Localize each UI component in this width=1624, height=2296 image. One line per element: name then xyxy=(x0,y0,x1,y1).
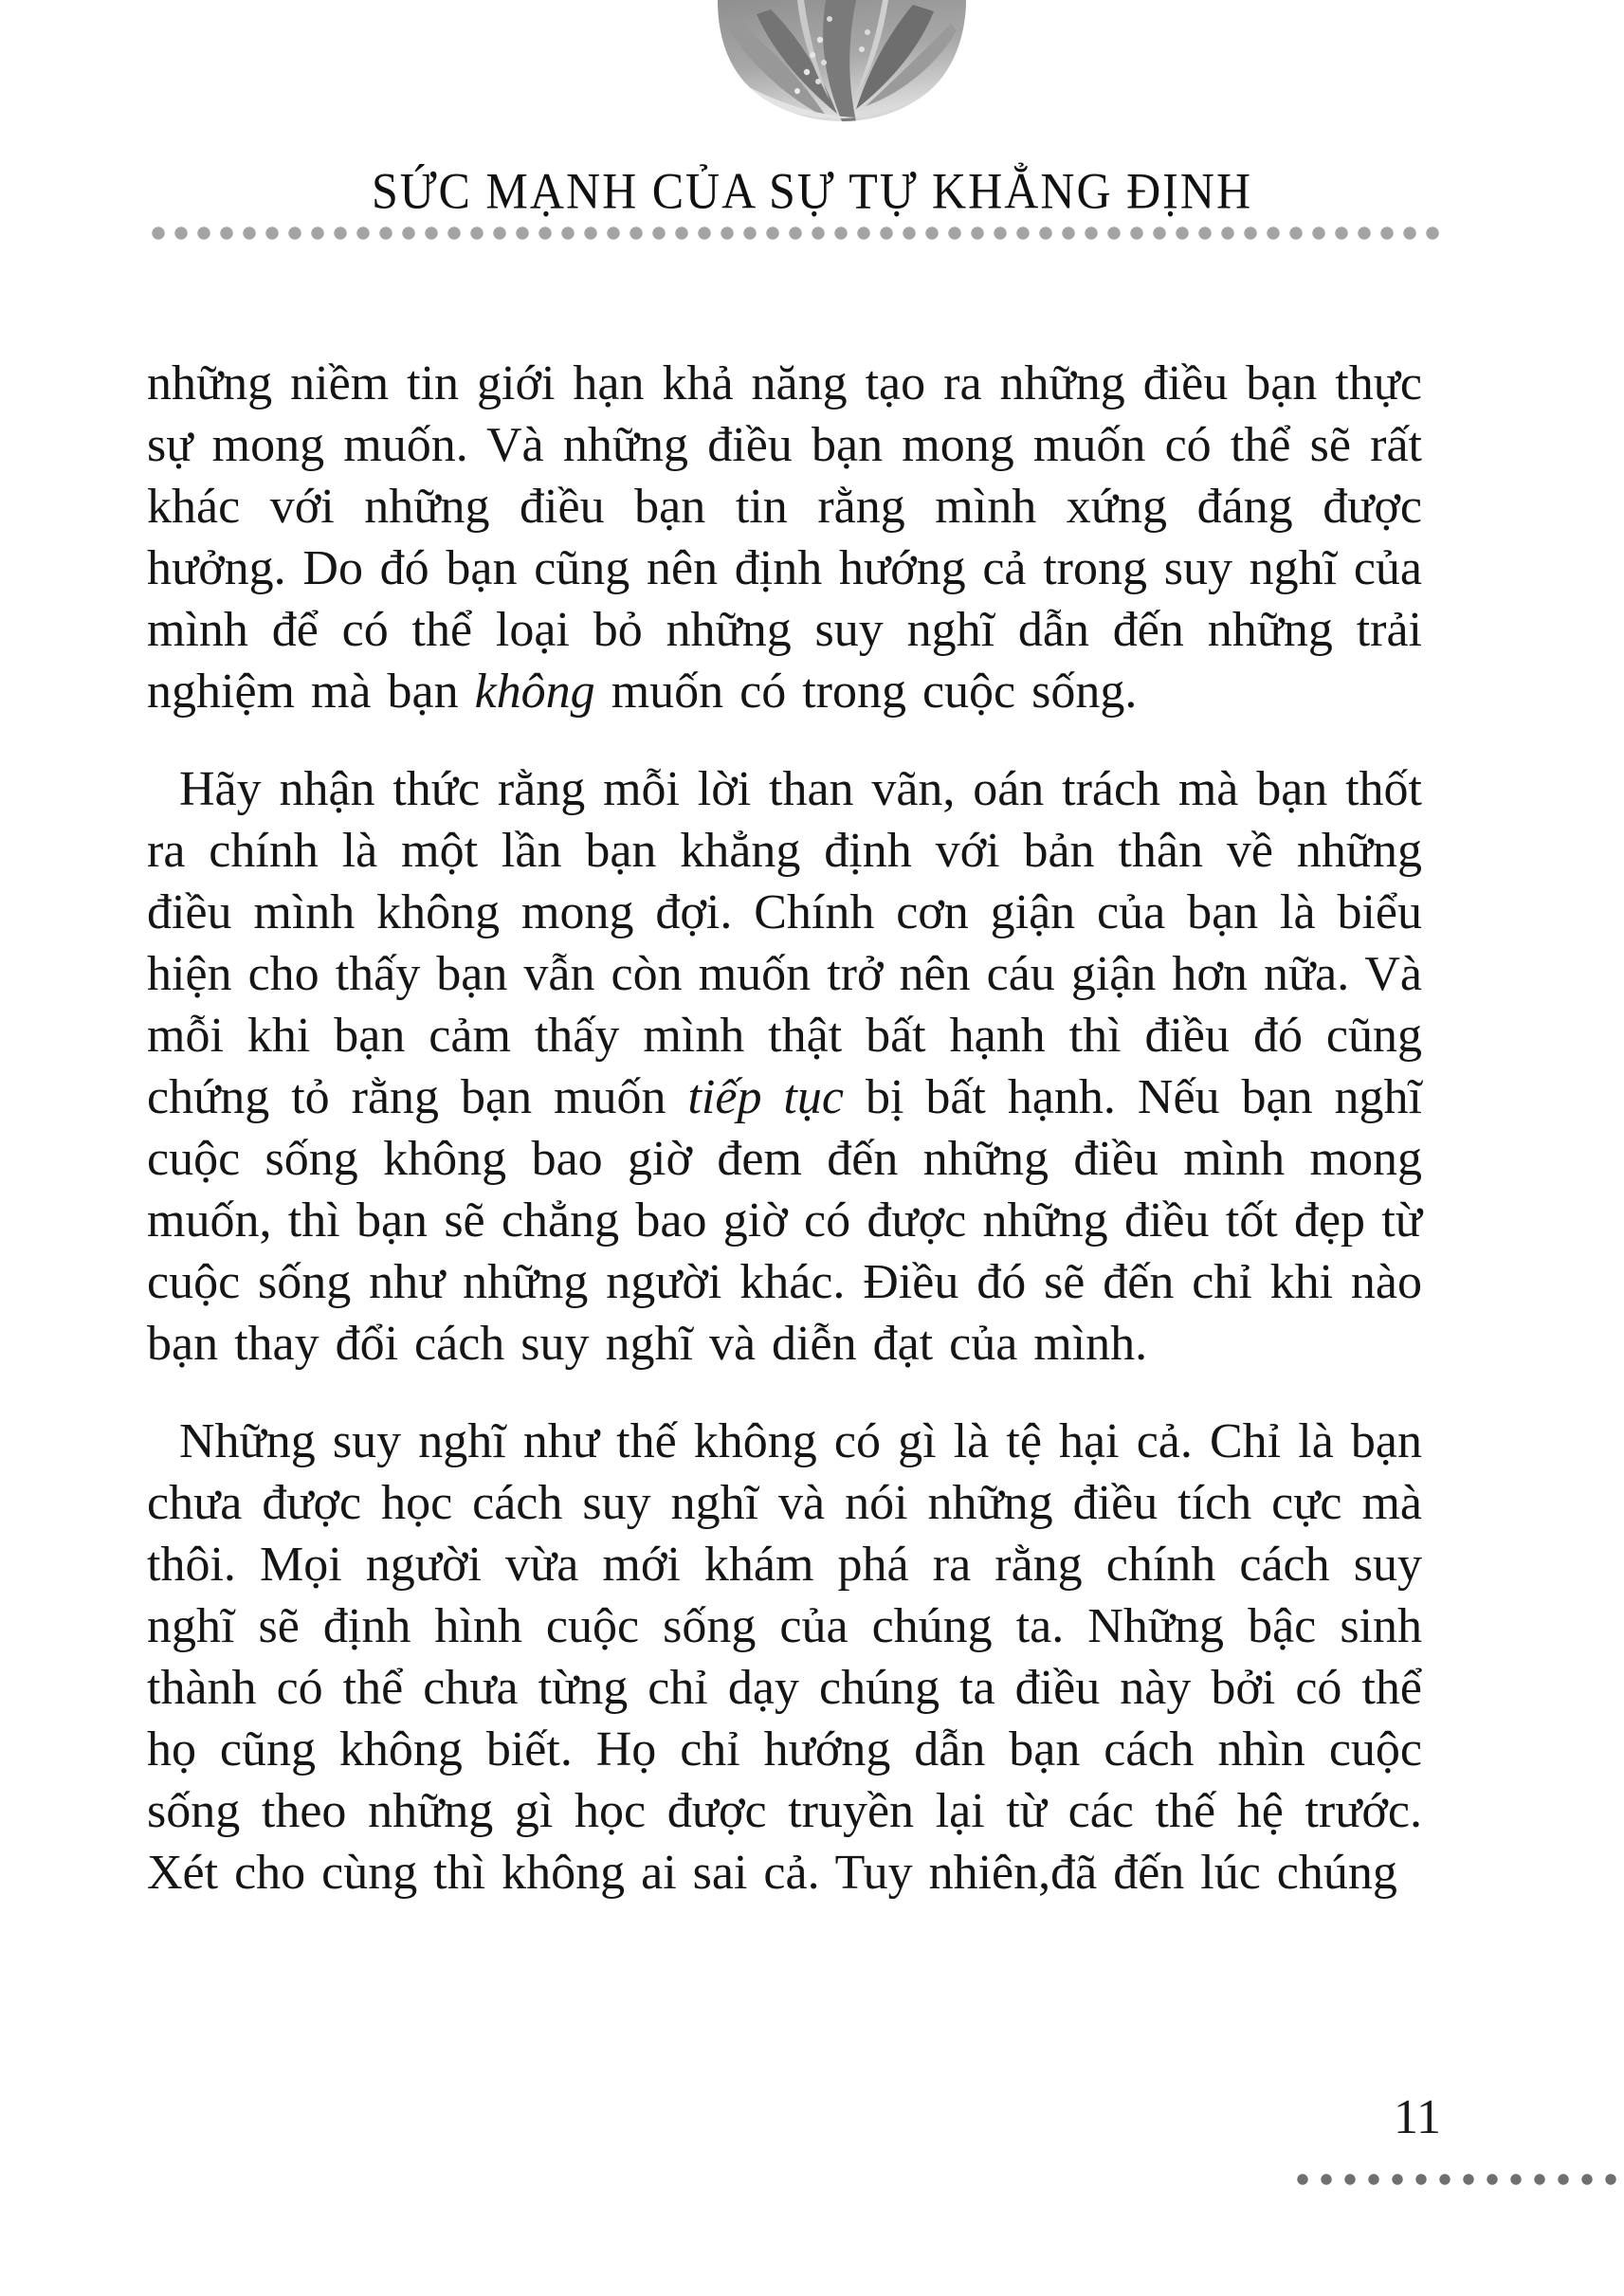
header-dotted-divider xyxy=(152,227,1443,240)
paragraph-1-text: những niềm tin giới hạn khả năng tạo ra những điều bạn thực sự mong muốn. Và những điều bạn mong muốn có thể sẽ rất khác với những điều bạn tin rằng mình xứng đáng được hưởng. Do đó bạn cũng nên định hướng cả trong suy nghĩ của mình để có thể loại bỏ những suy nghĩ dẫn đến những trải nghiệm mà bạn xyxy=(147,356,1422,719)
page-number: 11 xyxy=(1393,2090,1442,2144)
paragraph-2 xyxy=(147,758,1422,1375)
chapter-title: SỨC MẠNH CỦA SỰ TỰ KHẲNG ĐỊNH xyxy=(371,161,1253,220)
paragraph-1 xyxy=(147,353,1422,722)
paragraph-1-emphasized-word: không xyxy=(474,665,595,719)
paragraph-2-text: Hãy nhận thức rằng mỗi lời than vãn, oán trách mà bạn thốt ra chính là một lần bạn khẳng định với bản thân về những điều mình không mong đợi. Chính cơn giận của bạn là biểu hiện cho thấy bạn vẫn còn muốn trở nên cáu giận hơn nữa. Và mỗi khi bạn cảm thấy mình thật bất hạnh thì điều đó cũng chứng tỏ rằng bạn muốn xyxy=(147,762,1422,1124)
body-text xyxy=(147,353,1422,1904)
footer-dotted-divider xyxy=(1297,2174,1624,2185)
paragraph-1-text-end: muốn có trong cuộc sống. xyxy=(594,665,1138,719)
engraved-leaf-ornament-icon xyxy=(714,0,970,123)
paragraph-2-text-end: bị bất hạnh. Nếu bạn nghĩ cuộc sống không bao giờ đem đến những điều mình mong muốn, thì bạn sẽ chẳng bao giờ có được những điều tốt đẹp từ cuộc sống như những người khác. Điều đó sẽ đến chỉ khi nào bạn thay đổi cách suy nghĩ và diễn đạt của mình. xyxy=(147,1070,1422,1371)
paragraph-2-emphasized-word: tiếp tục xyxy=(687,1070,844,1124)
paragraph-3-text: Những suy nghĩ như thế không có gì là tệ hại cả. Chỉ là bạn chưa được học cách suy nghĩ và nói những điều tích cực mà thôi. Mọi người vừa mới khám phá ra rằng chính cách suy nghĩ sẽ định hình cuộc sống của chúng ta. Những bậc sinh thành có thể chưa từng chỉ dạy chúng ta điều này bởi có thể họ cũng không biết. Họ chỉ hướng dẫn bạn cách nhìn cuộc sống theo những gì học được truyền lại từ các thế hệ trước. Xét cho cùng thì không ai sai cả. Tuy nhiên,đã đến lúc chúng xyxy=(147,1414,1422,1900)
paragraph-3 xyxy=(147,1411,1422,1904)
